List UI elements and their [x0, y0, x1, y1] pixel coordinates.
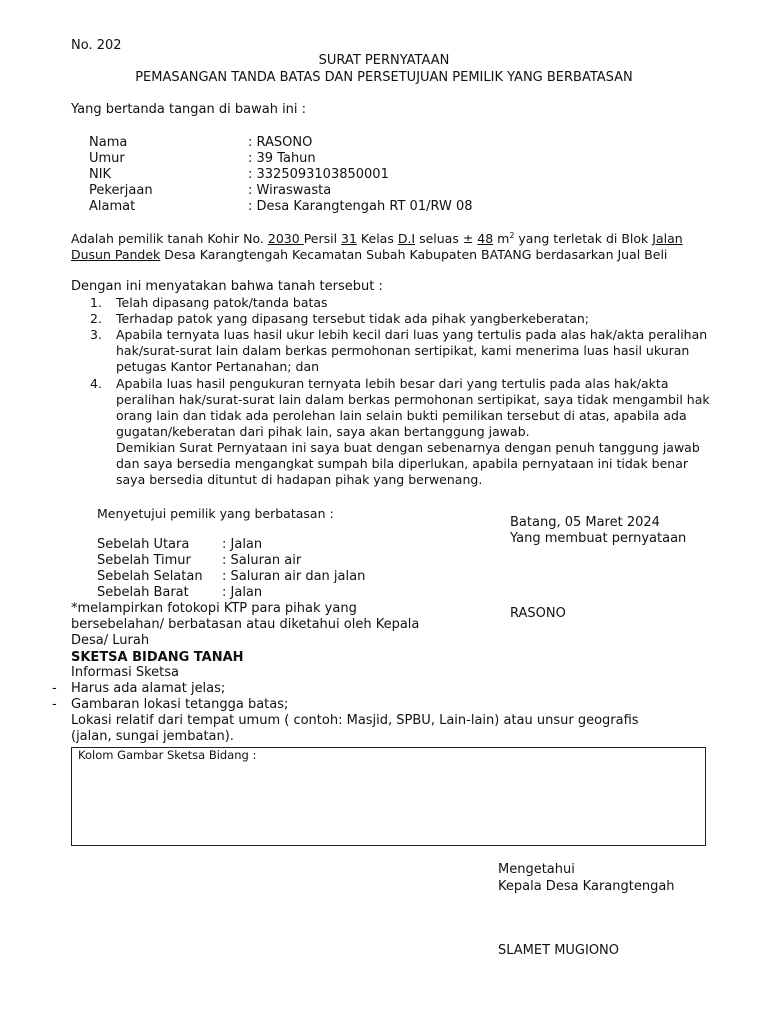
- identity-value: : RASONO: [248, 135, 313, 150]
- statement-text: peralihan hak/surat-surat lain dalam berkas permohonan sertipikat, saya tidak mengambil hak: [116, 392, 710, 407]
- neighbor-west: [97, 585, 262, 600]
- statement-text: petugas Kantor Pertanahan; dan: [116, 359, 320, 374]
- signature-name: RASONO: [510, 606, 566, 621]
- identity-row-nik: [89, 167, 389, 182]
- neighbor-value: : Saluran air dan jalan: [222, 569, 366, 584]
- identity-label: Nama: [89, 135, 128, 150]
- sketch-bullet: Harus ada alamat jelas;: [71, 681, 226, 696]
- ownership-text: Kelas: [356, 231, 398, 247]
- statement-text: Telah dipasang patok/tanda batas: [116, 295, 328, 310]
- block-name: Jalan: [652, 231, 683, 247]
- intro-text: Yang bertanda tangan di bawah ini :: [71, 102, 307, 117]
- bullet-dash: -: [52, 697, 57, 712]
- statement-number: 3.: [90, 327, 102, 342]
- ownership-text: seluas ±: [415, 231, 478, 247]
- ownership-text: Adalah pemilik tanah Kohir No.: [71, 231, 268, 247]
- identity-row-name: [89, 135, 312, 150]
- document-subtitle: PEMASANGAN TANDA BATAS DAN PERSETUJUAN PEMILIK YANG BERBATASAN: [135, 70, 633, 85]
- neighbor-value: : Saluran air: [222, 553, 302, 568]
- statement-text: Terhadap patok yang dipasang tersebut tidak ada pihak yangberkeberatan;: [116, 311, 590, 326]
- identity-row-address: [89, 199, 473, 214]
- neighbor-label: Sebelah Selatan: [97, 569, 203, 584]
- statement-text: gugatan/keberatan dari pihak lain, saya akan bertanggung jawab.: [116, 424, 530, 439]
- neighbor-east: [97, 553, 301, 568]
- sketch-note: (jalan, sungai jembatan).: [71, 729, 234, 744]
- neighbor-label: Sebelah Timur: [97, 553, 191, 568]
- statement-text: orang lain dan tidak ada perolehan lain selain bukti pemilikan tersebut di atas, apabila ada: [116, 408, 687, 423]
- statement-text: Apabila ternyata luas hasil ukur lebih kecil dari luas yang tertulis pada alas hak/akta peralihan: [116, 327, 708, 342]
- sketch-drawing-box: [71, 747, 706, 846]
- kohir-number: 2030: [267, 231, 304, 247]
- identity-value: : Wiraswasta: [248, 183, 332, 198]
- sketch-box-label: Kolom Gambar Sketsa Bidang :: [78, 748, 257, 762]
- neighbor-value: : Jalan: [222, 585, 263, 600]
- identity-row-job: [89, 183, 331, 198]
- persil-number: 31: [341, 231, 357, 247]
- statement-text: Apabila luas hasil pengukuran ternyata lebih besar dari yang tertulis pada alas hak/akta: [116, 376, 669, 391]
- ownership-text: yang terletak di Blok: [514, 231, 653, 247]
- ownership-text: m: [493, 231, 510, 247]
- sketch-info: Informasi Sketsa: [71, 665, 180, 680]
- approval-name: SLAMET MUGIONO: [498, 943, 620, 958]
- identity-label: Umur: [89, 151, 125, 166]
- land-class: D.I: [397, 231, 416, 247]
- statement-number: 1.: [90, 295, 102, 310]
- ownership-line-2: [71, 247, 667, 262]
- sketch-title: SKETSA BIDANG TANAH: [71, 650, 244, 665]
- land-area: 48: [477, 231, 494, 247]
- identity-label: NIK: [89, 167, 112, 182]
- identity-row-age: [89, 151, 316, 166]
- attachment-note-line: bersebelahan/ berbatasan atau diketahui oleh Kepala: [71, 617, 420, 632]
- signature-role: Yang membuat pernyataan: [510, 531, 687, 546]
- ownership-text: Persil: [303, 231, 342, 247]
- identity-value: : Desa Karangtengah RT 01/RW 08: [248, 199, 473, 214]
- ownership-text: Desa Karangtengah Kecamatan Subah Kabupaten BATANG berdasarkan Jual Beli: [160, 247, 668, 262]
- block-name: Dusun Pandek: [71, 247, 161, 262]
- closing-line: dan saya bersedia mengangkat sumpah bila diperlukan, apabila pernyataan ini tidak benar: [116, 456, 689, 471]
- approval-label: Mengetahui: [498, 862, 575, 877]
- statement-number: 4.: [90, 376, 102, 391]
- closing-line: Demikian Surat Pernyataan ini saya buat dengan sebenarnya dengan penuh tanggung jawab: [116, 440, 700, 455]
- area-unit-superscript: 2: [509, 231, 515, 240]
- bullet-dash: -: [52, 681, 57, 696]
- sketch-bullet: Gambaran lokasi tetangga batas;: [71, 697, 289, 712]
- document-title: SURAT PERNYATAAN: [318, 53, 450, 68]
- document-number: No. 202: [71, 38, 122, 53]
- statement-intro: Dengan ini menyatakan bahwa tanah tersebut :: [71, 279, 383, 294]
- neighbor-label: Sebelah Barat: [97, 585, 189, 600]
- neighbor-label: Sebelah Utara: [97, 537, 190, 552]
- neighbor-value: : Jalan: [222, 537, 263, 552]
- neighbor-north: [97, 537, 262, 552]
- identity-label: Pekerjaan: [89, 183, 153, 198]
- ownership-line-1: [71, 231, 683, 246]
- neighbors-title: Menyetujui pemilik yang berbatasan :: [97, 506, 334, 521]
- statement-text: hak/surat-surat lain dalam berkas permohonan sertipikat, kami menerima luas hasil ukuran: [116, 343, 690, 358]
- closing-line: saya bersedia dituntut di hadapan pihak yang berwenang.: [116, 472, 483, 487]
- attachment-note-line: *melampirkan fotokopi KTP para pihak yang: [71, 601, 357, 616]
- identity-value: : 39 Tahun: [248, 151, 316, 166]
- identity-value: : 3325093103850001: [248, 167, 389, 182]
- signature-place-date: Batang, 05 Maret 2024: [510, 515, 660, 530]
- attachment-note-line: Desa/ Lurah: [71, 633, 150, 648]
- identity-label: Alamat: [89, 199, 136, 214]
- sketch-note: Lokasi relatif dari tempat umum ( contoh: Masjid, SPBU, Lain-lain) atau unsur geografis: [71, 713, 639, 728]
- approval-role: Kepala Desa Karangtengah: [498, 879, 675, 894]
- neighbor-south: [97, 569, 365, 584]
- statement-number: 2.: [90, 311, 102, 326]
